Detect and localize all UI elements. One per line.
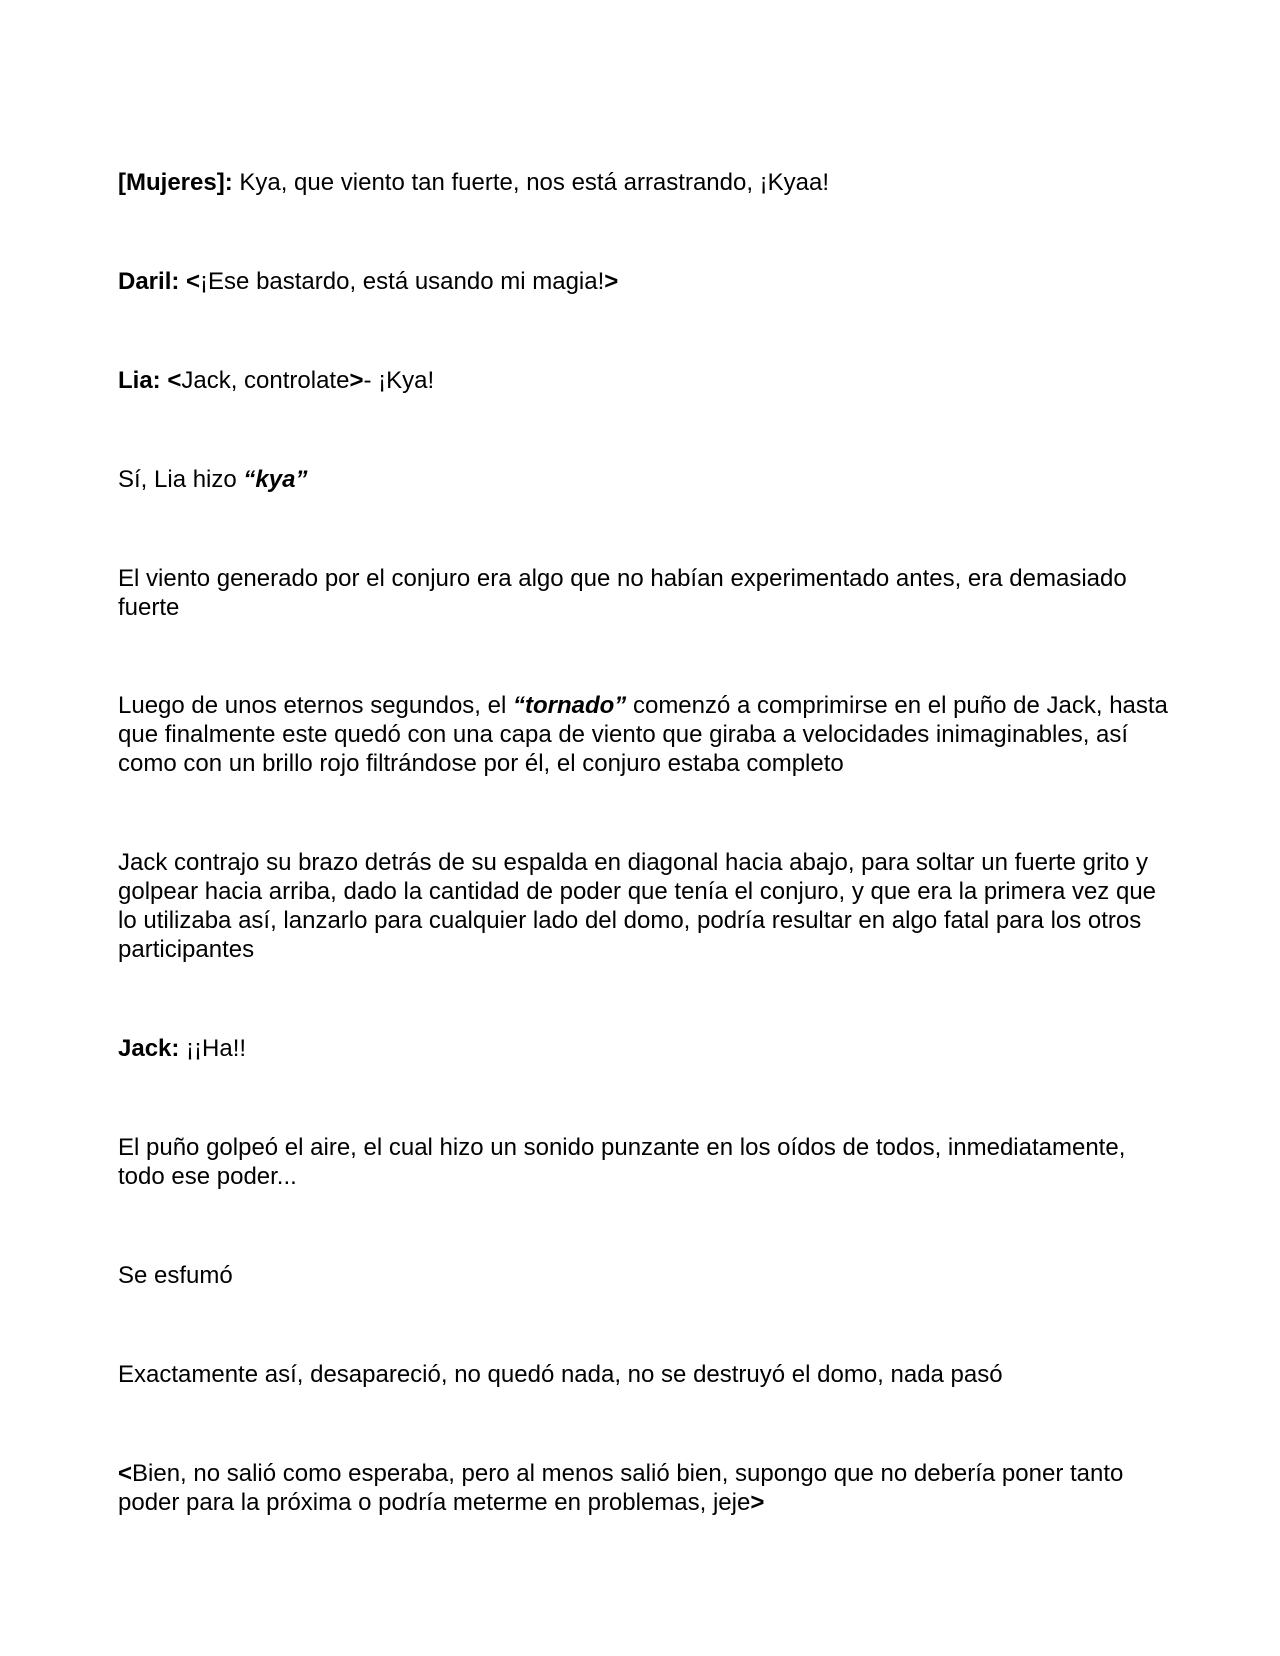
narration-paragraph xyxy=(118,691,1168,778)
narration-text: Sí, Lia hizo xyxy=(118,466,244,493)
dialogue-text: ¡¡Ha!! xyxy=(179,1035,247,1062)
dialogue-text: Kya, que viento tan fuerte, nos está arrastrando, ¡Kyaa! xyxy=(232,169,830,196)
thought-open-bracket: < xyxy=(160,367,182,394)
dialogue-daril xyxy=(118,267,1168,296)
thought-open-bracket: < xyxy=(179,268,201,295)
narration-paragraph: Se esfumó xyxy=(118,1262,233,1289)
narration-text: Luego de unos eternos segundos, el xyxy=(118,692,513,719)
emphasis-text: “kya” xyxy=(243,466,308,493)
narration-paragraph: Exactamente así, desapareció, no quedó nada, no se destruyó el domo, nada pasó xyxy=(118,1361,1003,1388)
speaker-label: Daril: xyxy=(118,268,180,295)
thought-close-bracket: > xyxy=(604,268,619,295)
inner-thought-paragraph xyxy=(118,1459,1168,1517)
narration-paragraph: El viento generado por el conjuro era algo que no habían experimentado antes, era demasiado fuerte xyxy=(118,565,1127,621)
dialogue-mujeres xyxy=(118,168,1168,197)
thought-text: Bien, no salió como esperaba, pero al menos salió bien, supongo que no debería poner tanto poder para la próxima o podría meterme en problemas, jeje xyxy=(118,1460,1124,1516)
thought-open-bracket: < xyxy=(118,1460,133,1487)
narration-paragraph xyxy=(118,465,1168,494)
thought-close-bracket: > xyxy=(349,367,364,394)
dialogue-tail: - ¡Kya! xyxy=(363,367,435,394)
dialogue-text: ¡Ese bastardo, está usando mi magia! xyxy=(200,268,605,295)
dialogue-lia xyxy=(118,366,1168,395)
dialogue-text: Jack, controlate xyxy=(181,367,350,394)
dialogue-jack xyxy=(118,1034,1168,1063)
speaker-label: Lia: xyxy=(118,367,161,394)
narration-paragraph: El puño golpeó el aire, el cual hizo un sonido punzante en los oídos de todos, inmediatamente, todo ese poder... xyxy=(118,1134,1126,1190)
speaker-label: Jack: xyxy=(118,1035,180,1062)
narration-paragraph: Jack contrajo su brazo detrás de su espalda en diagonal hacia abajo, para soltar un fuerte grito y golpear hacia arriba, dado la cantidad de poder que tenía el conjuro, y que era la primera vez que lo utilizaba así, lanzarlo para cualquier lado del domo, podría resultar en algo fatal para los otros participantes xyxy=(118,849,1157,963)
emphasis-text: “tornado” xyxy=(512,692,627,719)
speaker-label: [Mujeres]: xyxy=(118,169,233,196)
thought-close-bracket: > xyxy=(750,1489,765,1516)
narration-text: comenzó a comprimirse en el puño de Jack, hasta que finalmente este quedó con una capa de viento que giraba a velocidades inimaginables, así como con un brillo rojo filtrándose por él, el conjuro estaba completo xyxy=(118,692,1168,777)
